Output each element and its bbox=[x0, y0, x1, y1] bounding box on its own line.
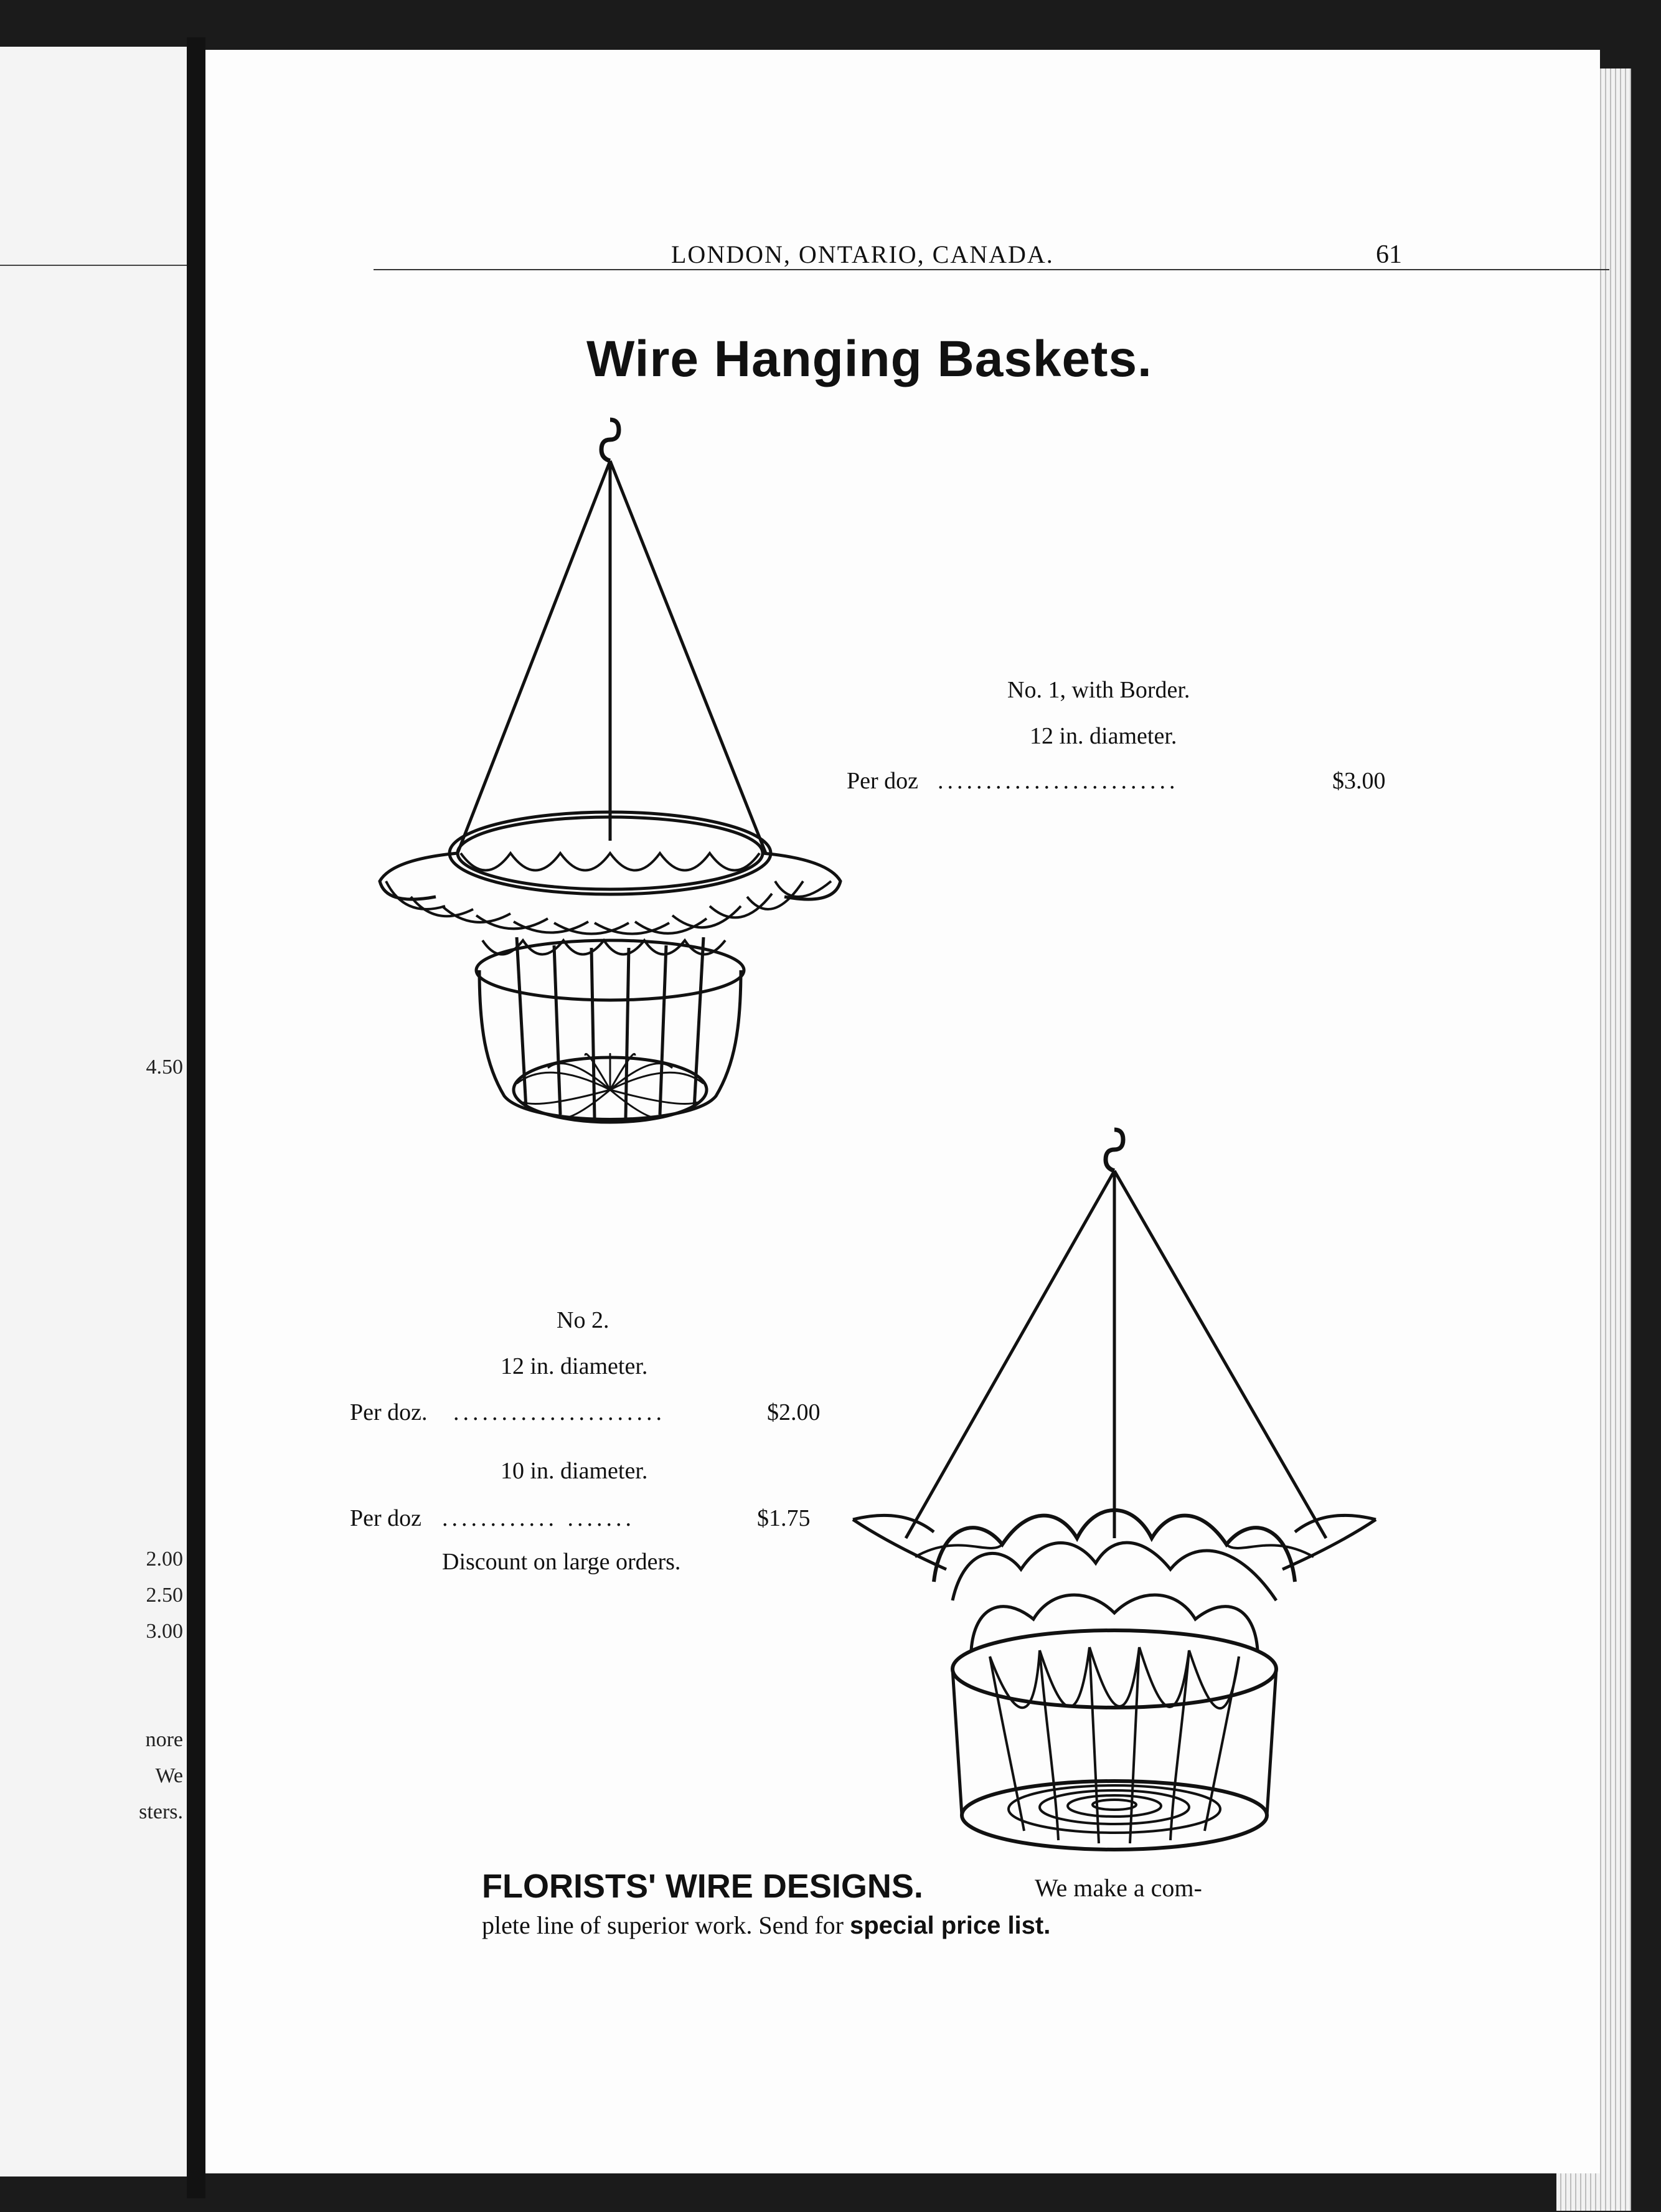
hanging-basket-with-border-illustration bbox=[374, 417, 847, 1140]
leader-dots: ...................... bbox=[453, 1399, 666, 1425]
header-rule bbox=[374, 269, 1609, 270]
left-fragment-price: 2.00 bbox=[146, 1548, 183, 1571]
basket-2-size-12: 12 in. diameter. bbox=[501, 1353, 648, 1379]
basket-2-name: No 2. bbox=[557, 1307, 609, 1333]
page-number: 61 bbox=[1376, 240, 1402, 269]
left-page-rule bbox=[0, 265, 187, 266]
basket-2-price-label-12: Per doz. bbox=[350, 1399, 428, 1425]
basket-2-price-12: $2.00 bbox=[767, 1399, 821, 1425]
basket-2-price-10: $1.75 bbox=[757, 1505, 811, 1531]
left-facing-page bbox=[0, 47, 187, 2177]
book-gutter bbox=[187, 37, 205, 2198]
basket-2-size-10: 10 in. diameter. bbox=[501, 1458, 648, 1484]
footer-text-2-plain: plete line of superior work. Send for bbox=[482, 1911, 844, 1939]
basket-1-size: 12 in. diameter. bbox=[1030, 723, 1177, 749]
basket-1-price: $3.00 bbox=[1332, 768, 1386, 794]
leader-dots: ............ ....... bbox=[442, 1505, 635, 1531]
left-fragment-price: 3.00 bbox=[146, 1620, 183, 1643]
basket-2-price-label-10: Per doz bbox=[350, 1505, 422, 1531]
hanging-basket-no2-illustration bbox=[847, 1108, 1382, 1856]
basket-1-price-label: Per doz bbox=[847, 768, 919, 794]
footer-text-1: We make a com- bbox=[1035, 1874, 1202, 1902]
footer-special-price-list: special price list. bbox=[849, 1912, 1051, 1939]
left-fragment-price: 2.50 bbox=[146, 1584, 183, 1607]
left-fragment-text: nore bbox=[145, 1728, 183, 1751]
footer-text-2 bbox=[482, 1911, 1050, 1940]
footer-heading: FLORISTS' WIRE DESIGNS. bbox=[482, 1868, 923, 1905]
basket-2-note: Discount on large orders. bbox=[442, 1549, 681, 1575]
leader-dots: ......................... bbox=[938, 768, 1179, 794]
left-fragment-text: We bbox=[155, 1764, 183, 1787]
running-head: LONDON, ONTARIO, CANADA. bbox=[671, 240, 1054, 268]
left-fragment-price: 4.50 bbox=[146, 1056, 183, 1079]
page-title: Wire Hanging Baskets. bbox=[586, 331, 1152, 387]
basket-1-name: No. 1, with Border. bbox=[1007, 677, 1190, 703]
catalog-page bbox=[205, 50, 1600, 2173]
left-fragment-text: sters. bbox=[139, 1800, 183, 1823]
